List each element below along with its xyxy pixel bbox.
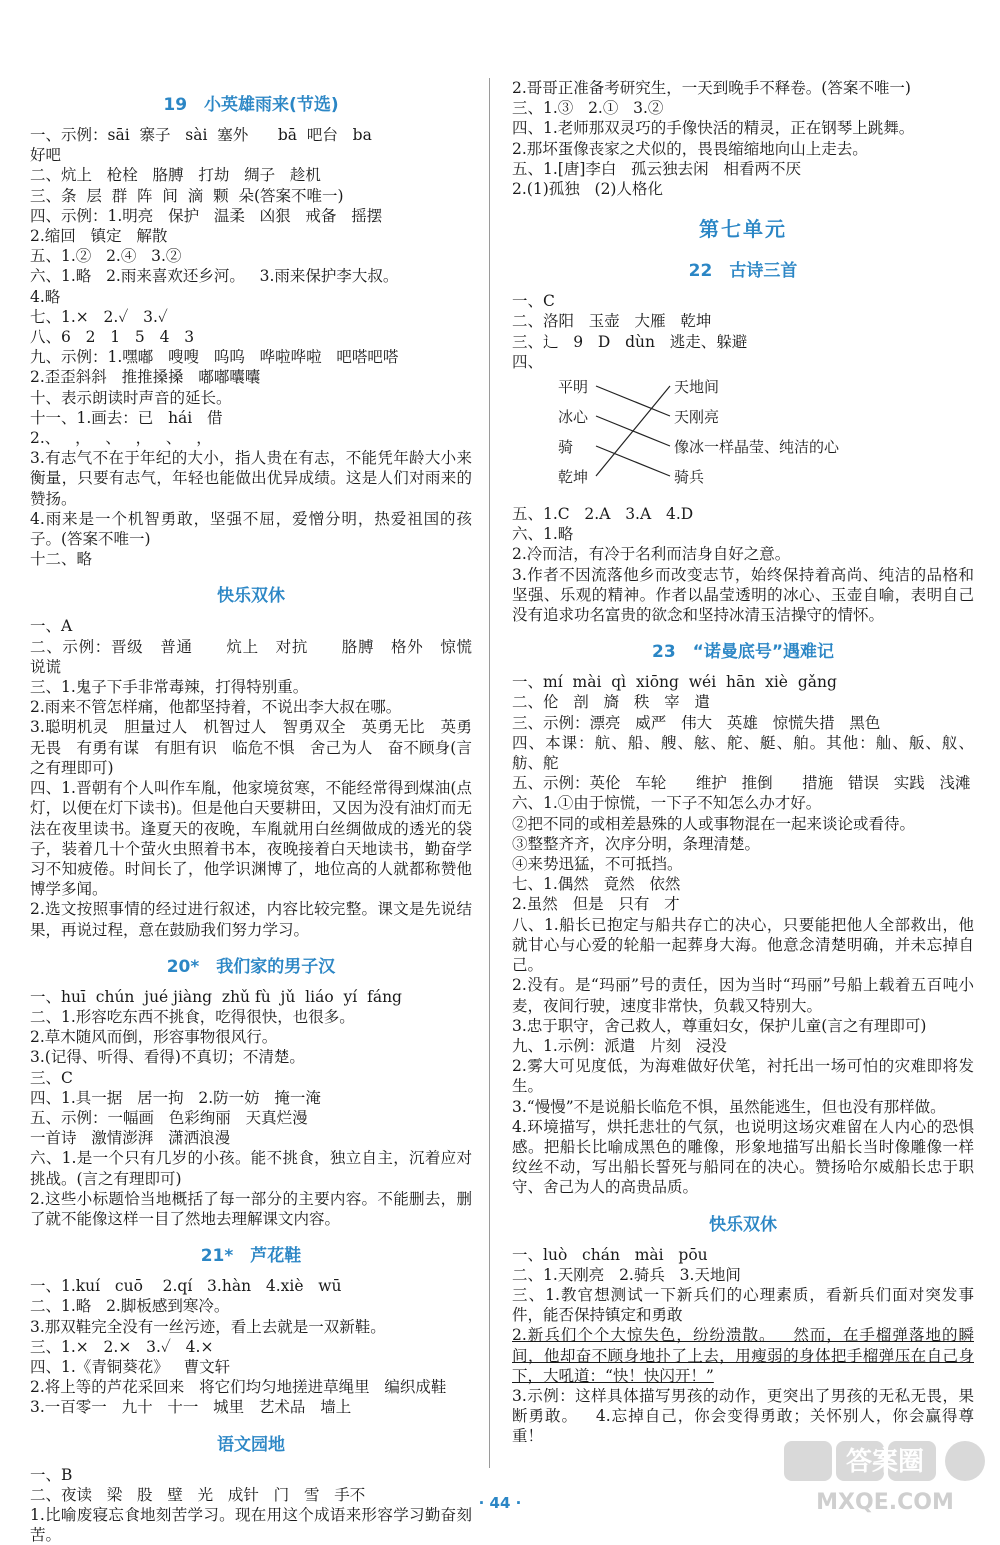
answer-text: 1.比喻废寝忘食地刻苦学习。现在用这个成语来形容学习勤奋刻苦。 [30, 1505, 472, 1545]
answer-line: 二、1.天刚亮 2.骑兵 3.天地间 [512, 1265, 741, 1284]
answer-text: 三、1.教官想测试一下新兵们的心理素质，看新兵们面对突发事件，能否保持镇定和勇敢 [512, 1285, 974, 1325]
answer-text: 2.哥哥正准备考研究生，一天到晚手不释卷。(答案不唯一) [512, 79, 911, 97]
answer-line: 三、1.× 2.× 3.✓ 4.× [30, 1337, 214, 1356]
answer-line: 六、1.①由于惊慌，一下子不知怎么办才好。 [512, 794, 822, 813]
answer-line: 一、A [30, 617, 73, 636]
section-title: 19 小英雄雨来(节选) [163, 95, 339, 115]
answer-line: 2.缩回 镇定 解散 [30, 227, 168, 246]
answer-line: ④来势迅猛，不可抵挡。 [512, 855, 683, 874]
answer-line: 六、1.略 2.雨来喜欢还乡河。 3.雨来保护李大叔。 [30, 267, 399, 286]
answer-line: 三、条 层 群 阵 间 滴 颗 朵(答案不唯一) [30, 186, 344, 205]
answer-text: 四、本课：航、船、艘、舷、舵、艇、舶。其他：舢、舨、舣、舫、舵 [512, 733, 974, 773]
match-line [596, 386, 670, 476]
answer-line: 二、1.略 2.脚板感到寒冷。 [30, 1297, 230, 1316]
answer-line: ③整整齐齐，次序分明，条理清楚。 [512, 834, 761, 853]
match-line [596, 386, 670, 416]
answer-line: 七、1.偶然 竟然 依然 [512, 875, 681, 894]
answer-line: 三、C [30, 1068, 73, 1087]
answer-line: 4.略 [30, 287, 61, 306]
answer-line: 六、1.略 [512, 525, 574, 544]
answer-line: 四、示例：1.明亮 保护 温柔 凶狠 戒备 摇摆 [30, 206, 383, 225]
answer-line: 四、 [512, 352, 544, 371]
answer-line: 二、洛阳 玉壶 大雁 乾坤 [512, 312, 712, 331]
answer-text: 3.有志气不在于年纪的大小，指人贵在有志，不能凭年龄大小来衡量，只要有志气，年轻也能做出优异成绩。这是人们对雨来的赞扬。 [30, 449, 472, 508]
answer-line: 三、辶 9 D dùn 逃走、躲避 [512, 332, 748, 351]
page-number: · 44 · [478, 1494, 522, 1512]
match-right-item: 骑兵 [674, 468, 705, 487]
answer-line: 2.(1)孤独 (2)人格化 [512, 180, 663, 199]
answer-line: 九、示例：1.嘿嘟 嗖嗖 呜呜 哗啦哗啦 吧嗒吧嗒 [30, 348, 399, 367]
match-left-item: 骑 [558, 438, 574, 457]
answer-line: 三、1.③ 2.① 3.② [512, 99, 664, 118]
match-left-item: 平明 [558, 378, 589, 397]
answer-line: 2.草木随风而倒，形容事物很风行。 [30, 1028, 278, 1047]
answer-line: 2.那坏蛋像丧家之犬似的，畏畏缩缩地向山上走去。 [512, 139, 868, 158]
answer-line: 一、mí mài qì xiōng wéi hān xiè gǎng [512, 673, 837, 692]
match-right-item: 像冰一样晶莹、纯洁的心 [674, 438, 840, 457]
answer-line: 一、luò chán mài pōu [512, 1245, 708, 1264]
match-left-item: 冰心 [558, 408, 589, 427]
answer-line: 三、示例：漂亮 威严 伟大 英雄 惊慌失措 黑色 [512, 713, 881, 732]
answer-line: 十二、略 [30, 550, 93, 569]
answer-line: 2.虽然 但是 只有 才 [512, 895, 680, 914]
section-title: 快乐双休 [709, 1214, 777, 1235]
answer-line: 八、6 2 1 5 4 3 [30, 328, 195, 347]
answer-line: 二、1.形容吃东西不挑食，吃得很快，也很多。 [30, 1007, 355, 1026]
watermark-url: MXQE.COM [816, 1490, 954, 1515]
answer-text: 2.将上等的芦花采回来 将它们均匀地搓进草绳里 编织成鞋 [30, 1378, 447, 1397]
answer-line: 一、B [30, 1465, 73, 1484]
answer-line: 2.雨来不管怎样痛，他都坚持着，不说出李大叔在哪。 [30, 698, 402, 717]
answer-text: 2.选文按照事情的经过进行叙述，内容比较完整。课文是先说结果，再说过程，意在鼓励我们努力学习。 [30, 900, 472, 939]
answer-text-underlined: 2.新兵们个个大惊失色，纷纷溃散。 然而，在手榴弹落地的瞬间，他却奋不顾身地扑了上去，用瘦弱的身体把手榴弹压在自己身下，大吼道：“快！快闪开！” [512, 1326, 974, 1385]
answer-line: 四、1.老师那双灵巧的手像快活的精灵，正在钢琴上跳舞。 [512, 119, 915, 138]
answer-text: 3.聪明机灵 胆量过人 机智过人 智勇双全 英勇无比 英勇无畏 有勇有谋 有胆有识 临危不惧 舍己为人 奋不顾身(言之有理即可) [30, 718, 472, 777]
answer-line: 一、示例：sāi 寨子 sài 塞外 bā 吧台 ba [30, 126, 372, 144]
section-title: 21* 芦花鞋 [200, 1246, 302, 1267]
answer-line: 五、1.C 2.A 3.A 4.D [512, 505, 694, 524]
answer-line: 五、示例：一幅画 色彩绚丽 天真烂漫 [30, 1108, 308, 1127]
answer-line: 三、1.鬼子下手非常毒辣，打得特别重。 [30, 678, 309, 697]
answer-text: 3.作者不因流落他乡而改变志节，始终保持着高尚、纯洁的品格和坚强、乐观的精神。作者以晶莹透明的冰心、玉壶自喻，表明自己没有追求功名富贵的欲念和坚持冰清玉洁操守的情怀。 [512, 565, 974, 625]
answer-line: 四、1.《青铜葵花》 曹文轩 [30, 1357, 231, 1376]
answer-text: 4.雨来是一个机智勇敢，坚强不屈，爱憎分明，热爱祖国的孩子。(答案不唯一) [30, 509, 472, 549]
answer-text: 六、1.是一个只有几岁的小孩。能不挑食，独立自主，沉着应对挑战。(言之有理即可) [30, 1149, 472, 1188]
answer-text: 2.没有。是“玛丽”号的责任，因为当时“玛丽”号船上载着五百吨小麦，夜间行驶，速度非常快，负载又特别大。 [512, 976, 974, 1015]
answer-line: 2.歪歪斜斜 推推搡搡 嘟嘟囔囔 [30, 368, 261, 387]
watermark-text: 答案圈 [845, 1447, 925, 1477]
match-right-item: 天刚亮 [674, 408, 720, 427]
section-title: 23 “诺曼底号”遇难记 [651, 642, 834, 663]
answer-line: 一、huī chún jué jiàng zhǔ fù jǔ liáo yí fáng [30, 987, 402, 1006]
answer-line: 2.、 ， 、 ， 、 ， [30, 429, 212, 448]
answer-line: 十、表示朗读时声音的延长。 [30, 388, 232, 407]
answer-text: 3.示例：这样具体描写男孩的动作，更突出了男孩的无私无畏，果断勇敢。 4.忘掉自己，你会变得勇敢；关怀别人，你会赢得尊重！ [512, 1386, 974, 1446]
answer-line: 3.“慢慢”不是说船长临危不惧，虽然能逃生，但也没有那样做。 [512, 1097, 946, 1116]
answer-text: 二、示例：晋级 普通 炕上 对抗 胳膊 格外 惊慌 说谎 [30, 637, 487, 676]
answer-text: 2.这些小标题恰当地概括了每一部分的主要内容。不能删去，删了就不能像这样一目了然地去理解课文内容。 [30, 1189, 472, 1228]
answer-line: 一首诗 激情澎湃 潇洒浪漫 [30, 1129, 231, 1148]
section-title: 快乐双休 [217, 586, 285, 607]
match-left-item: 乾坤 [558, 468, 589, 487]
answer-line: 五、1.[唐]李白 孤云独去闲 相看两不厌 [512, 159, 801, 178]
section-title: 语文园地 [217, 1434, 285, 1455]
answer-line: 好吧 [30, 146, 62, 165]
answer-line: 九、1.示例：派遣 片刻 浸没 [512, 1036, 727, 1055]
answer-line: 十一、1.画去：已 hái 借 [30, 408, 223, 427]
answer-text: 四、1.晋朝有个人叫作车胤，他家境贫寒，不能经常得到煤油(点灯，以便在灯下读书)。但是他白天要耕田，又因为没有油灯而无法在夜里读书。逢夏天的夜晚，车胤就用白丝绸做成的透光的袋子，装着几十个萤火虫照着书本，夜晚接着白天地读书，勤奋学习不知疲倦。时间长了，他学识渊博了，地位高的人就都称赞他博学多闻。 [30, 779, 472, 899]
match-line [596, 446, 670, 476]
answer-line: 二、炕上 枪栓 胳膊 打劫 绸子 趁机 [30, 166, 321, 185]
section-title: 22 古诗三首 [688, 261, 798, 282]
answer-line: 2.冷而洁，有冷于名利而洁身自好之意。 [512, 545, 791, 564]
watermark-logo [780, 1437, 990, 1517]
answer-line: 3.一百零一 九十 十一 城里 艺术品 墙上 [30, 1398, 352, 1417]
answer-line: 3.(记得、听得、看得)不真切；不清楚。 [30, 1048, 305, 1067]
answer-text: 4.环境描写，烘托悲壮的气氛，也说明这场灾难留在人内心的恐惧感。把船长比喻成黑色的雕像，形象地描写出船长当时像雕像一样纹丝不动，写出船长誓死与船同在的决心。赞扬哈尔威船长忠于职守、舍己为人的高贵品质。 [512, 1117, 974, 1197]
answer-line: 一、1.kuí cuō 2.qí 3.hàn 4.xiè wū [30, 1277, 342, 1296]
unit-title: 第七单元 [699, 217, 787, 242]
right-column [512, 78, 974, 1447]
poem-matching [522, 376, 974, 500]
answer-line: 七、1.× 2.✓ 3.✓ [30, 307, 168, 326]
column-divider [489, 78, 490, 1468]
answer-line: 一、C [512, 292, 555, 311]
answer-line: 3.那双鞋完全没有一丝污迹，看上去就是一双新鞋。 [30, 1317, 386, 1336]
match-right-item: 天地间 [674, 378, 720, 397]
answer-text: 八、1.船长已抱定与船共存亡的决心，只要能把他人全部救出，他就甘心与心爱的轮船一起葬身大海。他意念清楚明确，并未忘掉自己。 [512, 915, 974, 975]
answer-text: 2.雾大可见度低，为海难做好伏笔，衬托出一场可怕的灾难即将发生。 [512, 1057, 974, 1096]
answer-line: 3.忠于职守，舍己救人，尊重妇女，保护儿童(言之有理即可) [512, 1016, 927, 1035]
answer-line: 五、1.② 2.④ 3.② [30, 247, 182, 266]
section-title: 20* 我们家的男子汉 [166, 956, 336, 977]
answer-text: 五、示例：英伦 车轮 维护 推倒 措施 错误 实践 浅滩 [512, 774, 971, 793]
answer-line: 四、1.具一据 居一拘 2.防一妨 掩一淹 [30, 1088, 321, 1107]
answer-line: 二、夜读 梁 股 壁 光 成针 门 雪 手不 [30, 1485, 366, 1504]
answer-text: ②把不同的或相差悬殊的人或事物混在一起来谈论或看待。 [512, 814, 916, 833]
left-column [30, 78, 487, 1545]
answer-line: 二、伦 剖 旖 秩 宰 遣 [512, 693, 710, 712]
